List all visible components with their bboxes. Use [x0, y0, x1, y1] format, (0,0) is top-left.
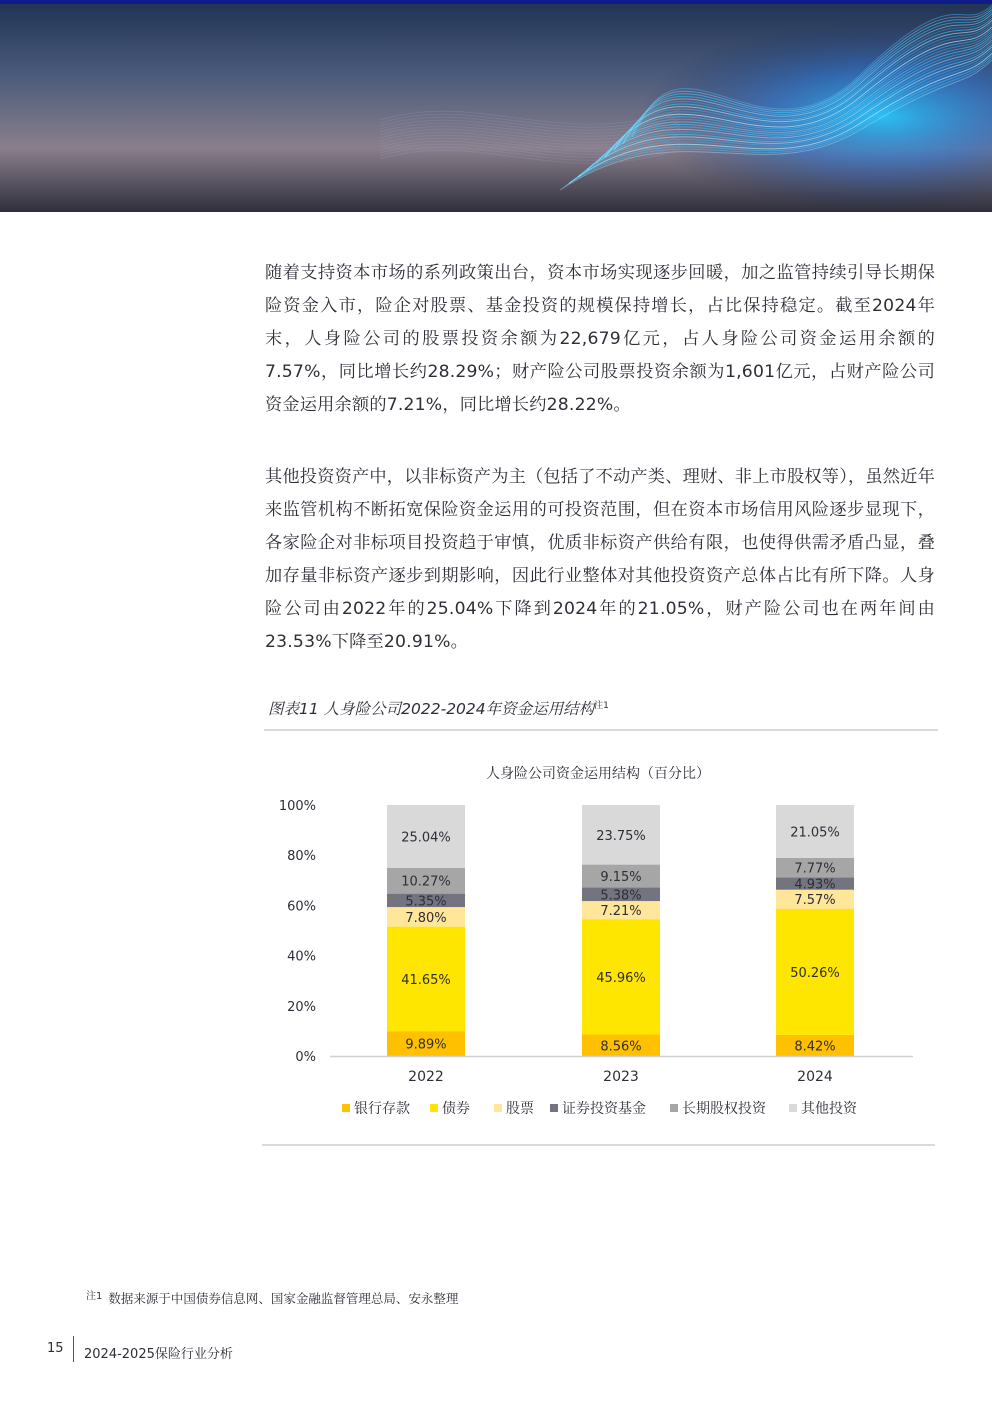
footer-divider	[73, 1336, 74, 1362]
data-label: 21.05%	[790, 825, 840, 841]
data-label: 7.80%	[405, 910, 447, 926]
data-label: 4.93%	[794, 877, 836, 893]
data-label: 23.75%	[596, 828, 646, 844]
data-label: 25.04%	[401, 830, 451, 846]
footer-document-title: 2024-2025保险行业分析	[84, 1347, 233, 1362]
data-label: 50.26%	[790, 965, 840, 981]
y-tick-label: 20%	[287, 999, 316, 1015]
data-label: 5.38%	[600, 888, 642, 904]
page-number: 15	[47, 1341, 64, 1356]
figure-title-text: 图表11 人身险公司2022-2024年资金运用结构	[268, 700, 595, 718]
data-label: 8.56%	[600, 1039, 642, 1055]
data-label: 7.21%	[600, 904, 642, 920]
y-axis	[279, 799, 316, 1065]
x-axis	[330, 1057, 913, 1086]
y-tick-label: 80%	[287, 849, 316, 865]
y-tick-label: 40%	[287, 949, 316, 965]
figure-note-mark: 注1	[594, 700, 609, 711]
legend-swatch	[342, 1104, 350, 1112]
figure-title	[268, 697, 609, 719]
data-label: 9.15%	[600, 870, 642, 886]
legend-label: 债券	[442, 1101, 470, 1117]
footnote-text: 数据来源于中国债券信息网、国家金融监督管理总局、安永整理	[108, 1291, 459, 1306]
body-paragraph: 其他投资资产中，以非标资产为主（包括了不动产类、理财、非上市股权等），虽然近年来监管机构不断拓宽保险资金运用的可投资范围，但在资本市场信用风险逐步显现下，各家险企对非标项目投资趋于审慎，优质非标资产供给有限，也使得供需矛盾凸显，叠加存量非标资产逐步到期影响，因此行业整体对其他投资资产总体占比有所下降。人身险公司由2022年的25.04%下降到2024年的21.05%，财产险公司也在两年间由23.53%下降至20.91%。	[265, 467, 935, 652]
legend-swatch	[494, 1104, 502, 1112]
legend-label: 长期股权投资	[682, 1101, 766, 1117]
y-tick-label: 100%	[278, 799, 316, 814]
chart-legend	[342, 1100, 858, 1117]
x-tick-label: 2022	[408, 1069, 444, 1085]
legend-label: 其他投资	[801, 1101, 857, 1117]
legend-label: 证券投资基金	[562, 1101, 646, 1117]
header-banner-image	[0, 0, 992, 212]
data-label: 7.77%	[794, 861, 836, 877]
figure-bottom-divider	[262, 1144, 935, 1146]
body-paragraph: 随着支持资本市场的系列政策出台，资本市场实现逐步回暖，加之监管持续引导长期保险资金入市，险企对股票、基金投资的规模保持增长，占比保持稳定。截至2024年末，人身险公司的股票投资余额为22,679亿元，占人身险公司资金运用余额的7.57%，同比增长约28.29%；财产险公司股票投资余额为1,601亿元，占财产险公司资金运用余额的7.21%，同比增长约28.22%。	[265, 263, 935, 415]
data-label: 8.42%	[794, 1039, 836, 1055]
data-label: 45.96%	[596, 970, 646, 986]
legend-label: 银行存款	[354, 1101, 410, 1117]
x-tick-label: 2024	[797, 1069, 833, 1085]
legend-label: 股票	[506, 1101, 534, 1117]
data-label: 41.65%	[401, 972, 451, 988]
stacked-bar-chart	[262, 740, 936, 1140]
legend-swatch	[670, 1104, 678, 1112]
footnote-mark: 注1	[86, 1291, 103, 1302]
legend-swatch	[430, 1104, 438, 1112]
data-label: 7.57%	[794, 893, 836, 909]
legend-swatch	[550, 1104, 558, 1112]
abstract-wave-graphic	[0, 0, 992, 212]
legend-swatch	[789, 1104, 797, 1112]
x-tick-label: 2023	[603, 1069, 639, 1085]
bars-group	[387, 805, 854, 1056]
figure-top-divider	[264, 729, 938, 731]
footnote	[86, 1287, 458, 1307]
y-tick-label: 60%	[287, 899, 316, 915]
chart-title: 人身险公司资金运用结构（百分比）	[486, 766, 710, 782]
data-label: 9.89%	[405, 1037, 447, 1053]
y-tick-label: 0%	[295, 1050, 316, 1065]
data-label: 5.35%	[405, 894, 447, 910]
data-label: 10.27%	[401, 874, 451, 890]
